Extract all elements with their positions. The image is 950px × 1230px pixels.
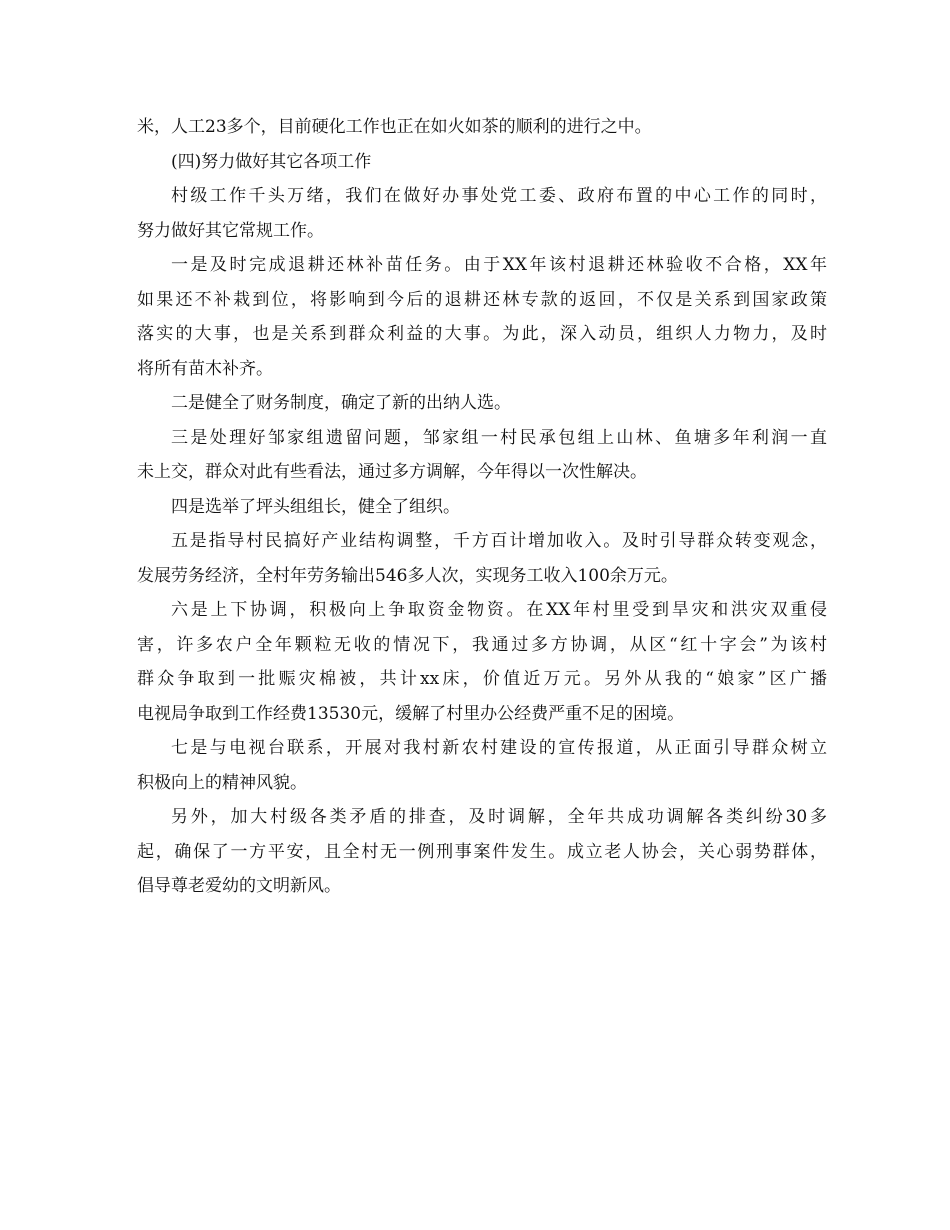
text-line: 米，人工23多个，目前硬化工作也正在如火如茶的顺利的进行之中。	[137, 117, 652, 137]
text-line: 另外，加大村级各类矛盾的排查，及时调解，全年共成功调解各类纠纷30多	[171, 807, 827, 827]
text-line: 七是与电视台联系，开展对我村新农村建设的宣传报道，从正面引导群众树立	[171, 738, 827, 758]
text-line: 二是健全了财务制度，确定了新的出纳人选。	[171, 393, 511, 413]
text-line: 未上交，群众对此有些看法，通过多方调解，今年得以一次性解决。	[137, 462, 647, 482]
text-line: 电视局争取到工作经费13530元，缓解了村里办公经费严重不足的困境。	[137, 703, 685, 724]
text-line: 五是指导村民搞好产业结构调整，千方百计增加收入。及时引导群众转变观念，	[171, 531, 827, 551]
text-line: 发展劳务经济，全村年劳务输出546多人次，实现务工收入100余万元。	[137, 565, 678, 586]
document-body	[137, 110, 827, 904]
text-line: 三是处理好邹家组遗留问题，邹家组一村民承包组上山林、鱼塘多年利润一直	[171, 427, 827, 448]
text-line: 倡导尊老爱幼的文明新风。	[137, 876, 341, 896]
text-line: 害，许多农户全年颗粒无收的情况下，我通过多方协调，从区“红十字会”为该村	[137, 634, 827, 655]
text-line: 一是及时完成退耕还林补苗任务。由于XX年该村退耕还林验收不合格，XX年	[171, 255, 827, 275]
text-line: 努力做好其它常规工作。	[137, 220, 324, 241]
text-line: 积极向上的精神风貌。	[137, 772, 307, 793]
text-line: 如果还不补栽到位，将影响到今后的退耕还林专款的返回，不仅是关系到国家政策	[137, 289, 827, 310]
text-line: (四)努力做好其它各项工作	[171, 151, 372, 172]
text-line: 将所有苗木补齐。	[137, 358, 273, 379]
text-line: 群众争取到一批赈灾棉被，共计xx床，价值近万元。另外从我的“娘家”区广播	[137, 669, 827, 689]
text-line: 落实的大事，也是关系到群众利益的大事。为此，深入动员，组织人力物力，及时	[137, 324, 827, 344]
text-line: 起，确保了一方平安，且全村无一例刑事案件发生。成立老人协会，关心弱势群体，	[137, 841, 827, 862]
text-line: 四是选举了坪头组组长，健全了组织。	[171, 496, 460, 517]
text-line: 六是上下协调，积极向上争取资金物资。在XX年村里受到旱灾和洪灾双重侵	[171, 600, 827, 620]
text-line: 村级工作千头万绪，我们在做好办事处党工委、政府布置的中心工作的同时，	[171, 186, 827, 206]
